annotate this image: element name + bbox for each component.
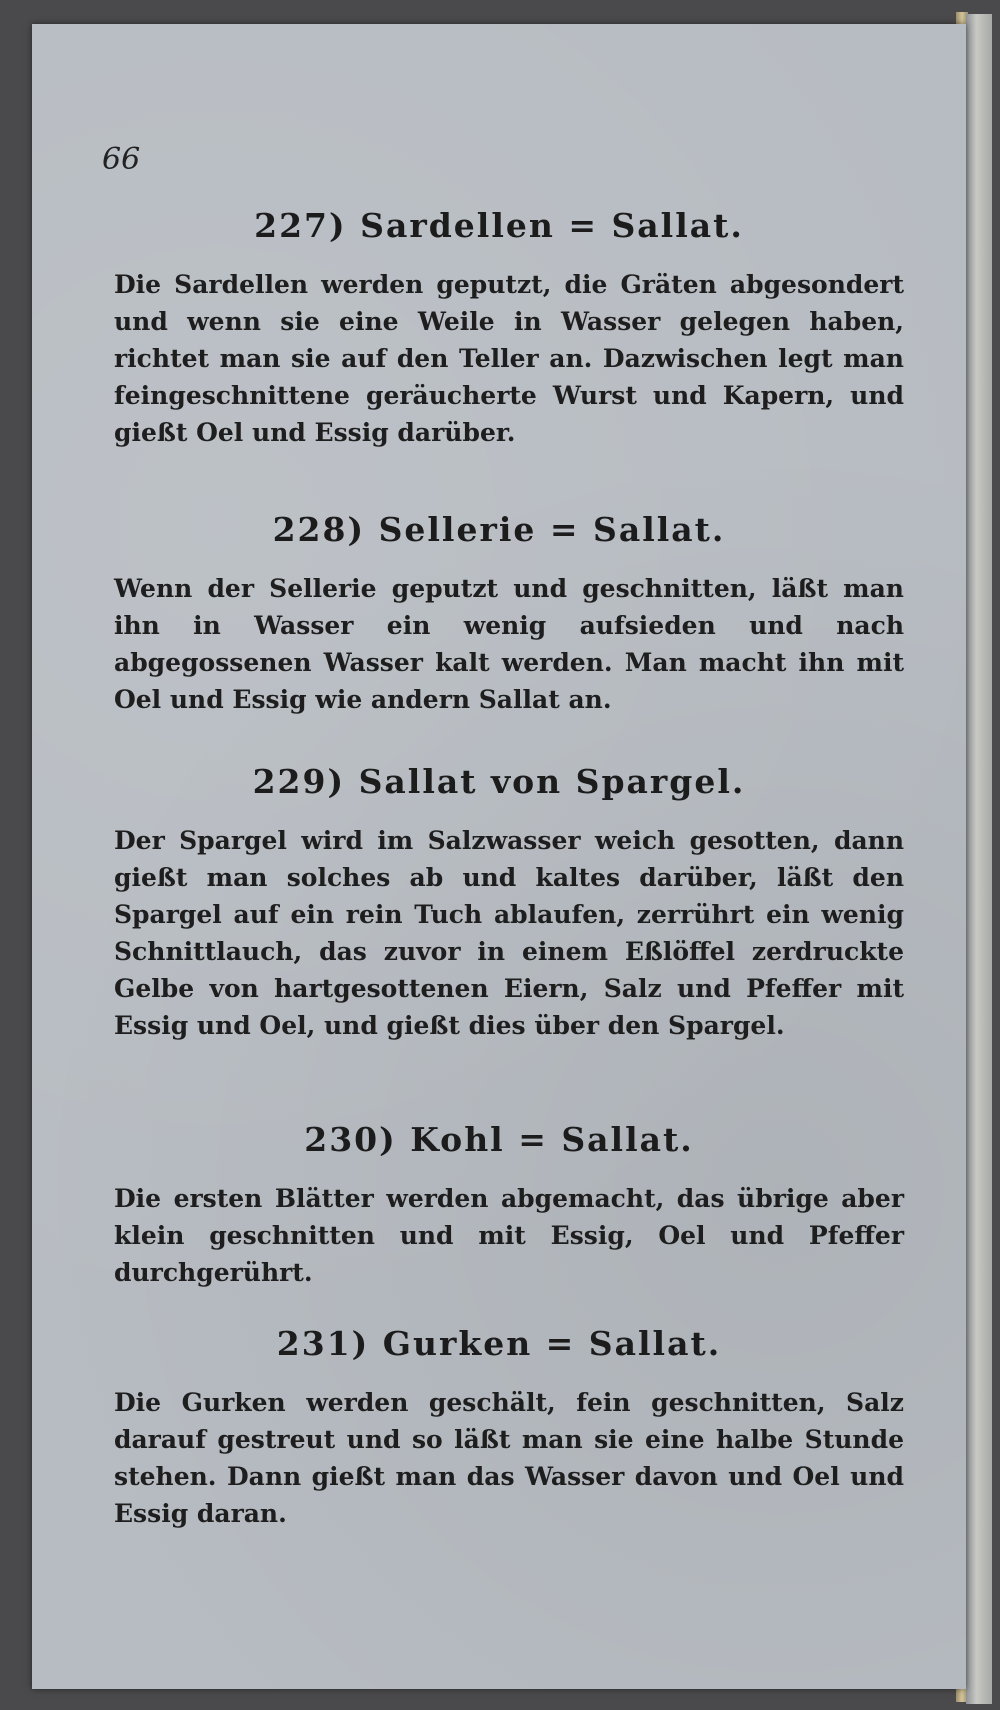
recipe-heading-229: 229) Sallat von Spargel. bbox=[252, 762, 746, 801]
recipe-heading-230: 230) Kohl = Sallat. bbox=[304, 1120, 694, 1159]
recipe-heading-228: 228) Sellerie = Sallat. bbox=[272, 510, 726, 549]
recipe-heading-227: 227) Sardellen = Sallat. bbox=[254, 206, 744, 245]
recipe-text-231: Die Gurken werden geschält, fein geschnitten, Salz darauf gestreut und so läßt man sie eine halbe Stunde stehen. Dann gießt man das Wasser davon und Oel und Essig daran. bbox=[114, 1388, 904, 1528]
recipe-text-228: Wenn der Sellerie geputzt und geschnitten, läßt man ihn in Wasser ein wenig aufsieden und nach abgegossenen Wasser kalt werden. Man macht ihn mit Oel und Essig wie andern Sallat an. bbox=[114, 574, 904, 714]
page-number: 66 bbox=[102, 142, 141, 177]
book-page bbox=[32, 24, 966, 1689]
recipe-heading-231: 231) Gurken = Sallat. bbox=[276, 1324, 722, 1363]
book-spine-edge bbox=[966, 14, 992, 1704]
recipe-text-229: Der Spargel wird im Salzwasser weich gesotten, dann gießt man solches ab und kaltes darüber, läßt den Spargel auf ein rein Tuch ablaufen, zerrührt ein wenig Schnittlauch, das zuvor in einem Eßlöffel zerdruckte Gelbe von hartgesottenen Eiern, Salz und Pfeffer mit Essig und Oel, und gießt dies über den Spargel. bbox=[114, 826, 904, 1040]
recipe-text-230: Die ersten Blätter werden abgemacht, das übrige aber klein geschnitten und mit Essig, Oel und Pfeffer durchgerührt. bbox=[114, 1184, 904, 1287]
recipe-text-227: Die Sardellen werden geputzt, die Gräten abgesondert und wenn sie eine Weile in Wasser gelegen haben, richtet man sie auf den Teller an. Dazwischen legt man feingeschnittene geräucherte Wurst und Kapern, und gießt Oel und Essig darüber. bbox=[114, 270, 904, 447]
